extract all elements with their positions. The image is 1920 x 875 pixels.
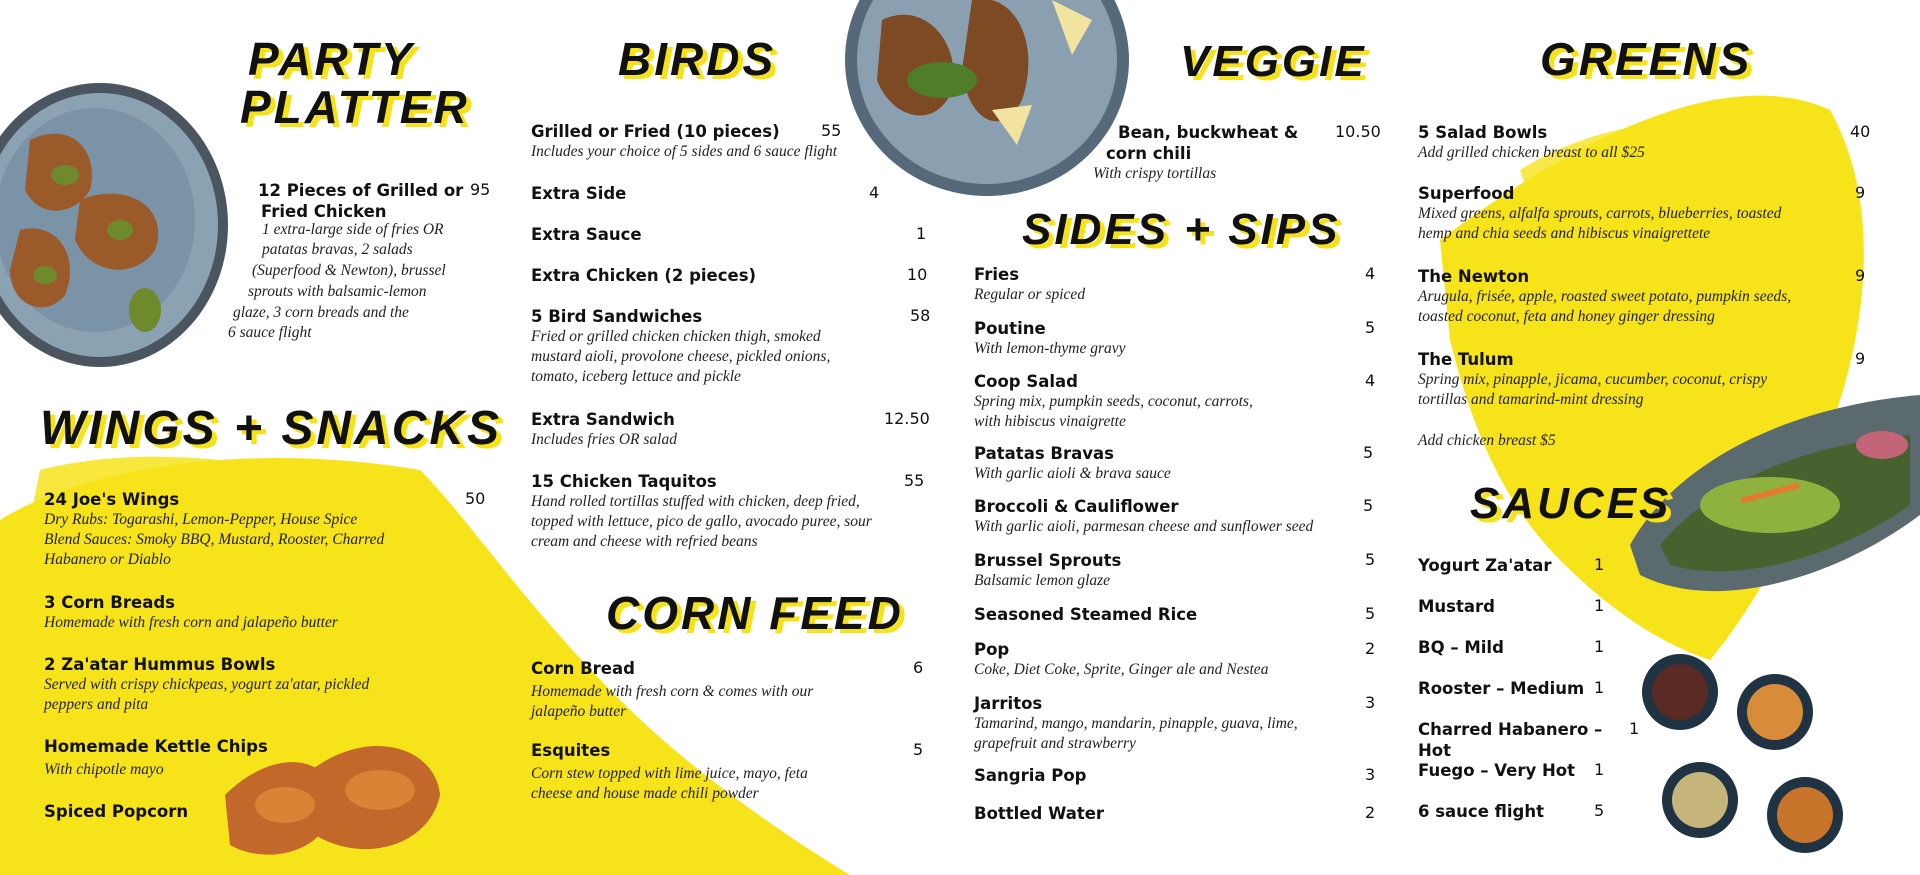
wings-item-5 — [44, 801, 344, 822]
greens-item-4-desc-2: tortillas and tamarind-mint dressing — [1418, 391, 1644, 408]
birds-item-5-name: 5 Bird Sandwiches — [531, 307, 703, 326]
heading-sauces: SAUCES — [1470, 479, 1672, 528]
sides-item-6 — [974, 550, 1374, 591]
sauce-item-3 — [1418, 637, 1638, 658]
sides-item-3 — [974, 371, 1374, 432]
party-platter-desc-4: sprouts with balsamic-lemon — [248, 283, 427, 300]
wings-item-2-name: 3 Corn Breads — [44, 593, 175, 612]
sides-item-5-name: Broccoli & Cauliflower — [974, 497, 1179, 516]
sides-item-11 — [974, 803, 1374, 824]
wings-item-1-desc-3: Habanero or Diablo — [44, 551, 171, 568]
wings-item-1-desc-1: Dry Rubs: Togarashi, Lemon-Pepper, House Spice — [44, 511, 358, 528]
heading-veggie: VEGGIE — [1180, 37, 1367, 86]
sides-item-4-price: 5 — [1363, 443, 1374, 462]
sides-item-3-desc-1: Spring mix, pumpkin seeds, coconut, carrots, — [974, 393, 1253, 410]
sauce-item-6 — [1418, 760, 1638, 781]
heading-sides-sips: SIDES + SIPS — [1022, 205, 1341, 254]
wings-item-3-desc-2: peppers and pita — [44, 696, 149, 713]
greens-item-4 — [1418, 349, 1878, 410]
corn-item-1 — [531, 658, 931, 722]
greens-item-2-desc-1: Mixed greens, alfalfa sprouts, carrots, blueberries, toasted — [1418, 205, 1782, 222]
sides-item-2-name: Poutine — [974, 319, 1046, 338]
birds-item-7-desc-2: topped with lettuce, pico de gallo, avocado puree, sour — [531, 513, 872, 530]
birds-item-6-name: Extra Sandwich — [531, 410, 675, 429]
birds-item-3-price: 1 — [916, 224, 927, 243]
corn-item-2-desc-2: cheese and house made chili powder — [531, 785, 759, 802]
birds-item-6-price: 12.50 — [884, 409, 930, 428]
sauce-item-3-price: 1 — [1594, 637, 1605, 656]
sauce-item-7-name: 6 sauce flight — [1418, 802, 1544, 821]
sides-item-9-name: Jarritos — [974, 694, 1043, 713]
sauce-item-1 — [1418, 555, 1638, 576]
party-platter-name-line1: 12 Pieces of Grilled or — [258, 181, 464, 200]
sauce-item-7 — [1418, 801, 1638, 822]
greens-item-2 — [1418, 183, 1878, 244]
sauce-item-3-name: BQ – Mild — [1418, 638, 1504, 657]
birds-item-1-desc-1: Includes your choice of 5 sides and 6 sauce flight — [531, 143, 838, 160]
birds-item-2-price: 4 — [869, 183, 880, 202]
birds-item-5 — [531, 306, 931, 387]
heading-corn-feed: CORN FEED — [606, 587, 904, 639]
grilled-chicken-plate-photo — [0, 80, 230, 370]
sides-item-1 — [974, 264, 1374, 305]
wings-item-1-desc-2: Blend Sauces: Smoky BBQ, Mustard, Rooster, Charred — [44, 531, 385, 548]
birds-item-4-name: Extra Chicken (2 pieces) — [531, 266, 757, 285]
sides-item-1-desc-1: Regular or spiced — [974, 286, 1086, 303]
birds-item-1-price: 55 — [821, 121, 842, 140]
sides-item-9 — [974, 693, 1374, 754]
sides-item-1-name: Fries — [974, 265, 1020, 284]
sides-item-8-price: 2 — [1365, 639, 1376, 658]
greens-item-1-price: 40 — [1850, 122, 1871, 141]
greens-item-3-desc-1: Arugula, frisée, apple, roasted sweet potato, pumpkin seeds, — [1418, 288, 1792, 305]
sauce-item-5 — [1418, 719, 1638, 761]
sides-item-4-desc-1: With garlic aioli & brava sauce — [974, 465, 1171, 482]
birds-item-5-desc-2: mustard aioli, provolone cheese, pickled onions, — [531, 348, 831, 365]
heading-party-platter-line2: PLATTER — [240, 81, 470, 133]
wings-item-4-name: Homemade Kettle Chips — [44, 737, 268, 756]
heading-birds: BIRDS — [618, 33, 777, 85]
sides-item-7-price: 5 — [1365, 604, 1376, 623]
party-platter-price: 95 — [470, 180, 491, 199]
wings-item-3 — [44, 654, 484, 715]
sauce-item-5-price: 1 — [1629, 719, 1640, 738]
sides-item-10-name: Sangria Pop — [974, 766, 1087, 785]
birds-item-7-price: 55 — [904, 471, 925, 490]
veggie-desc: With crispy tortillas — [1093, 165, 1217, 182]
veggie-price: 10.50 — [1335, 122, 1381, 141]
sides-item-4-name: Patatas Bravas — [974, 444, 1114, 463]
party-platter-desc-5: glaze, 3 corn breads and the — [233, 304, 409, 321]
party-platter-desc-6: 6 sauce flight — [228, 324, 312, 341]
wings-item-1 — [44, 489, 484, 570]
heading-greens: GREENS — [1540, 33, 1753, 85]
greens-item-4-price: 9 — [1855, 349, 1866, 368]
sauce-item-2-price: 1 — [1594, 596, 1605, 615]
sauce-item-2 — [1418, 596, 1638, 617]
birds-item-5-price: 58 — [910, 306, 931, 325]
greens-item-2-name: Superfood — [1418, 184, 1515, 203]
heading-party-platter-line1: PARTY — [248, 33, 415, 85]
sides-item-10-price: 3 — [1365, 765, 1376, 784]
birds-item-3-name: Extra Sauce — [531, 225, 642, 244]
sides-item-7-name: Seasoned Steamed Rice — [974, 605, 1198, 624]
wings-item-3-desc-1: Served with crispy chickpeas, yogurt za'atar, pickled — [44, 676, 370, 693]
sides-item-1-price: 4 — [1365, 264, 1376, 283]
party-platter-desc-3: (Superfood & Newton), brussel — [252, 262, 446, 279]
sauce-item-2-name: Mustard — [1418, 597, 1495, 616]
wings-item-4-desc-1: With chipotle mayo — [44, 761, 164, 778]
greens-item-1-name: 5 Salad Bowls — [1418, 123, 1548, 142]
sides-item-3-name: Coop Salad — [974, 372, 1078, 391]
birds-item-4 — [531, 265, 931, 286]
sauce-item-6-name: Fuego – Very Hot — [1418, 761, 1575, 780]
greens-item-3-desc-2: toasted coconut, feta and honey ginger dressing — [1418, 308, 1715, 325]
wings-item-3-name: 2 Za'atar Hummus Bowls — [44, 655, 276, 674]
sides-item-3-desc-2: with hibiscus vinaigrette — [974, 413, 1126, 430]
corn-item-2 — [531, 740, 931, 804]
sides-item-9-desc-2: grapefruit and strawberry — [974, 735, 1136, 752]
sauce-item-4-name: Rooster – Medium — [1418, 679, 1585, 698]
sides-item-7 — [974, 604, 1374, 625]
veggie-item — [1090, 122, 1390, 184]
birds-item-2 — [531, 183, 931, 204]
wings-item-4 — [44, 736, 344, 780]
sides-item-9-desc-1: Tamarind, mango, mandarin, pinapple, guava, lime, — [974, 715, 1298, 732]
corn-item-2-desc-1: Corn stew topped with lime juice, mayo, feta — [531, 765, 808, 782]
sides-item-6-desc-1: Balsamic lemon glaze — [974, 572, 1111, 589]
sauce-cups-photo — [1640, 650, 1850, 870]
party-platter-desc-2: patatas bravas, 2 salads — [262, 241, 413, 258]
corn-item-1-desc-1: Homemade with fresh corn & comes with our — [531, 683, 814, 700]
sides-item-10 — [974, 765, 1374, 786]
corn-item-2-name: Esquites — [531, 741, 611, 760]
corn-item-1-name: Corn Bread — [531, 659, 635, 678]
greens-item-3 — [1418, 266, 1878, 327]
sides-item-4 — [974, 443, 1374, 484]
sides-item-9-price: 3 — [1365, 693, 1376, 712]
sides-item-5-desc-1: With garlic aioli, parmesan cheese and sunflower seed — [974, 518, 1314, 535]
greens-item-3-price: 9 — [1855, 266, 1866, 285]
birds-item-5-desc-1: Fried or grilled chicken chicken thigh, smoked — [531, 328, 821, 345]
birds-item-7 — [531, 471, 931, 552]
greens-note: Add chicken breast $5 — [1418, 432, 1556, 449]
corn-item-1-price: 6 — [913, 658, 924, 677]
sides-item-3-price: 4 — [1365, 371, 1376, 390]
birds-item-7-desc-3: cream and cheese with refried beans — [531, 533, 758, 550]
sides-item-6-name: Brussel Sprouts — [974, 551, 1122, 570]
sauce-item-6-price: 1 — [1594, 760, 1605, 779]
birds-item-7-name: 15 Chicken Taquitos — [531, 472, 717, 491]
greens-item-2-price: 9 — [1855, 183, 1866, 202]
birds-item-4-price: 10 — [907, 265, 928, 284]
wings-item-2 — [44, 592, 484, 633]
veggie-name-line2: corn chili — [1106, 144, 1192, 163]
sauce-item-4-price: 1 — [1594, 678, 1605, 697]
greens-item-1-desc-1: Add grilled chicken breast to all $25 — [1418, 144, 1645, 161]
sauce-item-4 — [1418, 678, 1638, 699]
corn-item-1-desc-2: jalapeño butter — [531, 703, 627, 720]
wings-item-2-desc-1: Homemade with fresh corn and jalapeño butter — [44, 614, 338, 631]
sauce-item-7-price: 5 — [1594, 801, 1605, 820]
sides-item-8 — [974, 639, 1374, 680]
wings-item-1-name: 24 Joe's Wings — [44, 490, 180, 509]
sides-item-6-price: 5 — [1365, 550, 1376, 569]
sides-item-2-desc-1: With lemon-thyme gravy — [974, 340, 1126, 357]
greens-item-1 — [1418, 122, 1878, 163]
birds-item-3 — [531, 224, 931, 245]
wings-item-5-name: Spiced Popcorn — [44, 802, 189, 821]
birds-item-1 — [531, 121, 931, 162]
sides-item-5 — [974, 496, 1374, 537]
sauce-item-1-name: Yogurt Za'atar — [1418, 556, 1552, 575]
sides-item-11-name: Bottled Water — [974, 804, 1105, 823]
greens-item-3-name: The Newton — [1418, 267, 1530, 286]
greens-item-4-desc-1: Spring mix, pinapple, jicama, cucumber, coconut, crispy — [1418, 371, 1768, 388]
sauce-item-1-price: 1 — [1594, 555, 1605, 574]
party-platter-name-line2: Fried Chicken — [261, 202, 387, 221]
party-platter-item — [258, 180, 498, 222]
birds-item-6 — [531, 409, 931, 450]
sides-item-8-desc-1: Coke, Diet Coke, Sprite, Ginger ale and Nestea — [974, 661, 1269, 678]
grilled-chicken-lemon-plate-photo — [842, 0, 1132, 200]
greens-item-2-desc-2: hemp and chia seeds and hibiscus vinaigrettete — [1418, 225, 1711, 242]
sides-item-11-price: 2 — [1365, 803, 1376, 822]
birds-item-6-desc-1: Includes fries OR salad — [531, 431, 677, 448]
sides-item-2 — [974, 318, 1374, 359]
birds-item-7-desc-1: Hand rolled tortillas stuffed with chicken, deep fried, — [531, 493, 860, 510]
sides-item-5-price: 5 — [1363, 496, 1374, 515]
wings-item-1-price: 50 — [465, 489, 486, 508]
greens-item-4-name: The Tulum — [1418, 350, 1514, 369]
sides-item-8-name: Pop — [974, 640, 1010, 659]
birds-item-1-name: Grilled or Fried (10 pieces) — [531, 122, 780, 141]
sauce-item-5-name: Charred Habanero – Hot — [1418, 720, 1603, 760]
heading-wings-snacks: WINGS + SNACKS — [40, 402, 503, 455]
sides-item-2-price: 5 — [1365, 318, 1376, 337]
party-platter-desc-1: 1 extra-large side of fries OR — [262, 221, 444, 238]
birds-item-2-name: Extra Side — [531, 184, 627, 203]
veggie-name-line1: Bean, buckwheat & — [1118, 123, 1299, 142]
corn-item-2-price: 5 — [913, 740, 924, 759]
birds-item-5-desc-3: tomato, iceberg lettuce and pickle — [531, 368, 741, 385]
